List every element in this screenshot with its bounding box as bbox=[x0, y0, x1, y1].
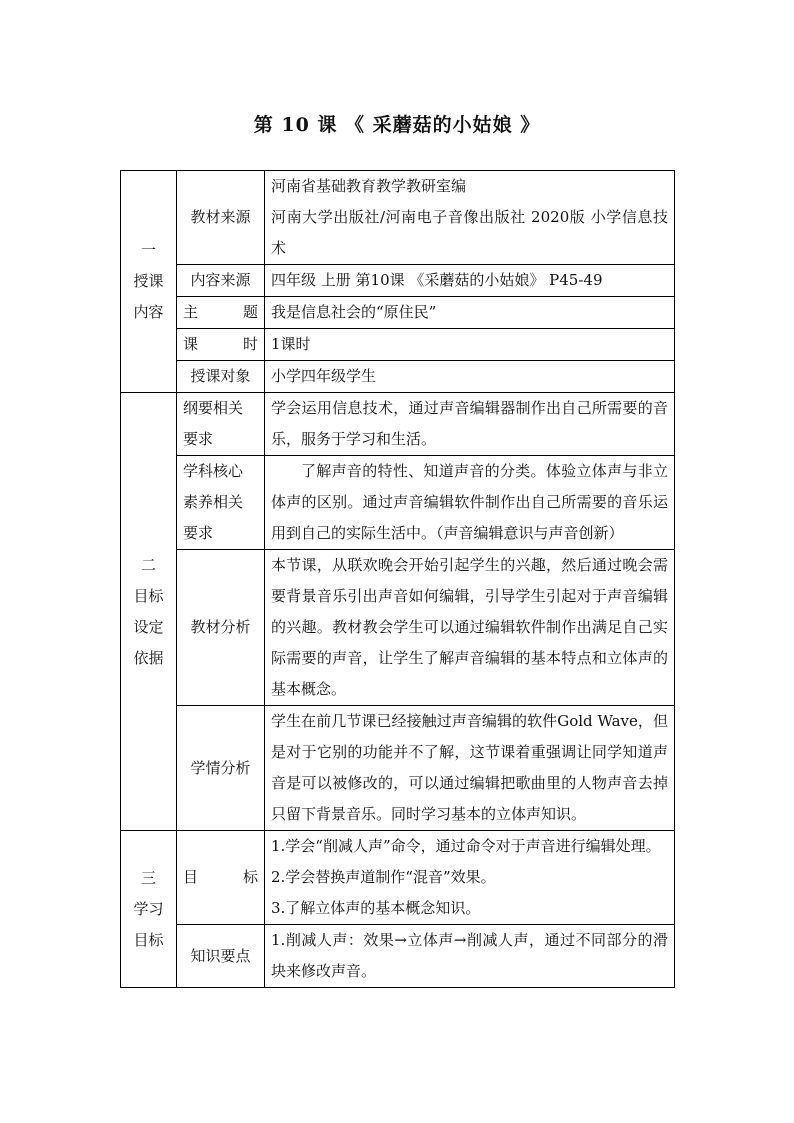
row-content bbox=[265, 171, 675, 265]
section-number: 一 bbox=[140, 241, 156, 259]
row-label: 课 时 bbox=[177, 329, 265, 361]
row-content: 了解声音的特性、知道声音的分类。体验立体声与非立体声的区别。通过声音编辑软件制作出自己所需要的音乐运用到自己的实际生活中。（声音编辑意识与声音创新） bbox=[265, 456, 675, 550]
row-label: 教材分析 bbox=[177, 550, 265, 706]
section-name: 依据 bbox=[133, 648, 164, 667]
row-content bbox=[265, 831, 675, 925]
label-line: 要求 bbox=[183, 524, 214, 542]
label-line: 纲要相关 bbox=[183, 399, 244, 417]
section-name: 授课 bbox=[133, 272, 164, 290]
section-name: 目标 bbox=[133, 930, 164, 949]
section-number: 三 bbox=[140, 868, 156, 887]
page-title: 第 10 课 《 采蘑菇的小姑娘 》 bbox=[253, 114, 541, 136]
table-row bbox=[121, 456, 675, 550]
table-row bbox=[121, 925, 675, 988]
row-content: 学生在前几节课已经接触过声音编辑的软件Gold Wave，但是对于它别的功能并不了解，这节课着重强调让同学知道声音是可以被修改的，可以通过编辑把歌曲里的人物声音去掉只留下背景音乐。同时学习基本的立体声知识。 bbox=[265, 706, 675, 831]
label-line: 学科核心 bbox=[183, 462, 244, 480]
row-content: 小学四年级学生 bbox=[265, 361, 675, 393]
label-line: 素养相关 bbox=[183, 493, 244, 511]
table-row bbox=[121, 706, 675, 831]
label-line: 要求 bbox=[183, 430, 214, 448]
row-label bbox=[177, 456, 265, 550]
section-1-cell bbox=[121, 171, 177, 393]
table-row bbox=[121, 361, 675, 393]
section-number: 二 bbox=[140, 555, 156, 574]
row-label: 学情分析 bbox=[177, 706, 265, 831]
row-label: 目 标 bbox=[177, 831, 265, 925]
list-item: 3.了解立体声的基本概念知识。 bbox=[271, 899, 481, 917]
table-row bbox=[121, 297, 675, 329]
table-row bbox=[121, 329, 675, 361]
content-line: 河南省基础教育教学教研室编 bbox=[271, 177, 467, 195]
table-row bbox=[121, 393, 675, 456]
row-label: 内容来源 bbox=[177, 265, 265, 297]
row-label: 教材来源 bbox=[177, 171, 265, 265]
row-content: 本节课，从联欢晚会开始引起学生的兴趣，然后通过晚会需要背景音乐引出声音如何编辑，引导学生引起对于声音编辑的兴趣。教材教会学生可以通过编辑软件制作出满足自己实际需要的声音，让学生了解声音编辑的基本特点和立体声的基本概念。 bbox=[265, 550, 675, 706]
section-name: 学习 bbox=[133, 899, 164, 918]
table-row bbox=[121, 265, 675, 297]
list-item: 1.学会“削减人声”命令，通过命令对于声音进行编辑处理。 bbox=[271, 837, 661, 855]
list-item: 2.学会替换声道制作“混音”效果。 bbox=[271, 868, 496, 886]
section-name: 内容 bbox=[133, 303, 164, 321]
section-name: 设定 bbox=[133, 617, 164, 636]
table-row bbox=[121, 171, 675, 265]
row-label bbox=[177, 393, 265, 456]
row-label: 主 题 bbox=[177, 297, 265, 329]
row-label: 授课对象 bbox=[177, 361, 265, 393]
row-content: 1课时 bbox=[265, 329, 675, 361]
section-2-cell bbox=[121, 393, 177, 831]
row-label: 知识要点 bbox=[177, 925, 265, 988]
content-line: 河南大学出版社/河南电子音像出版社 2020版 小学信息技术 bbox=[271, 208, 668, 257]
row-content: 我是信息社会的“原住民” bbox=[265, 297, 675, 329]
section-3-cell bbox=[121, 831, 177, 988]
section-name: 目标 bbox=[133, 586, 164, 605]
table-row bbox=[121, 831, 675, 925]
lesson-plan-table bbox=[120, 170, 675, 988]
row-content: 学会运用信息技术，通过声音编辑器制作出自己所需要的音乐，服务于学习和生活。 bbox=[265, 393, 675, 456]
row-content: 四年级 上册 第10课 《采蘑菇的小姑娘》 P45-49 bbox=[265, 265, 675, 297]
row-content: 1.削减人声：效果→立体声→削减人声，通过不同部分的滑块来修改声音。 bbox=[265, 925, 675, 988]
table-row bbox=[121, 550, 675, 706]
